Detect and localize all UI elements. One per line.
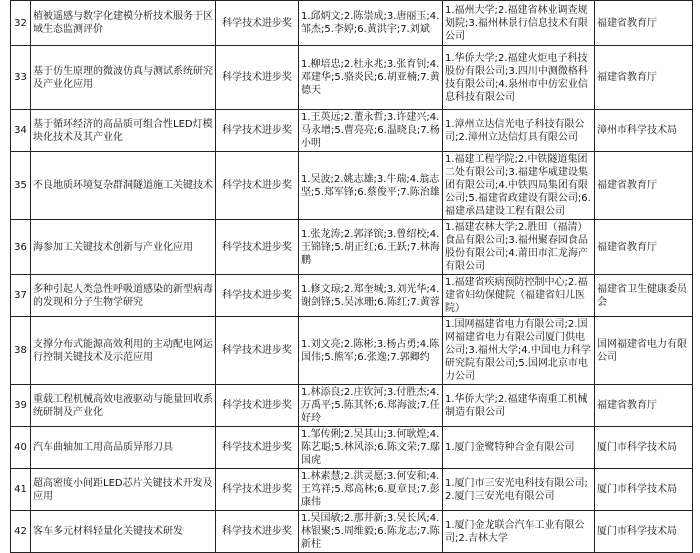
cell-nominator: 厦门市科学技术局 (595, 427, 693, 469)
cell-number: 39 (11, 385, 31, 427)
table-row (11, 317, 693, 385)
cell-people: 1.王英远;2.董永哲;3.许建兴;4.马永增;5.曹亮亮;6.温晓良;7.杨小明 (299, 110, 443, 152)
cell-people: 1.刘文亮;2.陈彬;3.杨占勇;4.陈国伟;5.熊军;6.张逸;7.郭卿约 (299, 317, 443, 385)
cell-nominator: 漳州市科学技术局 (595, 110, 693, 152)
cell-award: 科学技术进步奖 (216, 110, 299, 152)
cell-units: 1.厦门金龙联合汽车工业有限公司;2.吉林大学 (443, 511, 595, 553)
cell-people: 1.柳培忠;2.杜永兆;3.张育钊;4.邓建华;5.骆炎民;6.胡亚楠;7.黄德天 (299, 46, 443, 110)
cell-people: 1.吴波;2.姚志雄;3.牛瑞;4.翁志坚;5.郑军锋;6.蔡俊平;7.陈治雄 (299, 152, 443, 220)
cell-award: 科学技术进步奖 (216, 385, 299, 427)
cell-award: 科学技术进步奖 (216, 427, 299, 469)
cell-people: 1.张龙涛;2.郭泽镔;3.曾绍校;4.王锦锋;5.胡正红;6.王跃;7.林海鹏 (299, 220, 443, 275)
cell-nominator: 福建省教育厅 (595, 46, 693, 110)
table-body (11, 1, 693, 553)
cell-nominator: 福建省教育厅 (595, 152, 693, 220)
cell-number: 36 (11, 220, 31, 275)
cell-people: 1.林添良;2.庄钦河;3.付胜杰;4.万禹平;5.陈其怀;6.郑海波;7.任好玲 (299, 385, 443, 427)
cell-project: 基于循环经济的高品质可组合性LED灯模块化技术及其产业化 (31, 110, 216, 152)
cell-nominator: 福建省卫生健康委员会 (595, 275, 693, 317)
cell-project: 汽车曲轴加工用高品质异形刀具 (31, 427, 216, 469)
cell-people: 1.邹传俐;2.吴其山;3.何耿煌;4.陈艺聪;5.林风添;6.陈文荣;7.鄢国虎 (299, 427, 443, 469)
cell-project: 多种引起人类急性呼吸道感染的新型病毒的发现和分子生物学研究 (31, 275, 216, 317)
cell-units: 1.国网福建省电力有限公司;2.国网福建省电力有限公司厦门供电公司;3.福州大学;4.中国电力科学研究院有限公司;5.国网北京市电力公司 (443, 317, 595, 385)
cell-units: 1.厦门市三安光电科技有限公司;2.厦门三安光电有限公司 (443, 469, 595, 511)
cell-units: 1.福建农林大学;2.胜田（福清）食品有限公司;3.福州聚春园食品股份有限公司;4.莆田市汇龙海产有限公司 (443, 220, 595, 275)
table-row (11, 152, 693, 220)
cell-number: 41 (11, 469, 31, 511)
cell-nominator: 厦门市科学技术局 (595, 469, 693, 511)
cell-units: 1.厦门金鹭特种合金有限公司 (443, 427, 595, 469)
cell-nominator: 国网福建省电力有限公司 (595, 317, 693, 385)
cell-project: 超高密度小间距LED芯片关键技术开发及应用 (31, 469, 216, 511)
table-row (11, 275, 693, 317)
award-table (10, 0, 693, 553)
cell-nominator: 厦门市科学技术局 (595, 511, 693, 553)
cell-project: 基于仿生原理的微波仿真与测试系统研究及产业化应用 (31, 46, 216, 110)
cell-award: 科学技术进步奖 (216, 511, 299, 553)
table-row (11, 220, 693, 275)
cell-units: 1.华侨大学;2.福建华南重工机械制造有限公司 (443, 385, 595, 427)
cell-award: 科学技术进步奖 (216, 469, 299, 511)
cell-people: 1.林素慧;2.洪灵愿;3.何安和;4.王笃祥;5.郑高林;6.夏章艮;7.彭康伟 (299, 469, 443, 511)
cell-project: 重载工程机械高效电液驱动与能量回收系统研制及产业化 (31, 385, 216, 427)
cell-number: 37 (11, 275, 31, 317)
cell-project: 海参加工关键技术创新与产业化应用 (31, 220, 216, 275)
cell-award: 科学技术进步奖 (216, 220, 299, 275)
cell-award: 科学技术进步奖 (216, 152, 299, 220)
cell-number: 40 (11, 427, 31, 469)
table-row (11, 46, 693, 110)
cell-number: 33 (11, 46, 31, 110)
table-row (11, 385, 693, 427)
table-row (11, 1, 693, 46)
cell-nominator: 福建省教育厅 (595, 1, 693, 46)
cell-people: 1.吴国敏;2.那井新;3.吴长风;4.林银聚;5.周维毅;6.陈龙志;7.陈新柱 (299, 511, 443, 553)
table-row (11, 469, 693, 511)
table-row (11, 511, 693, 553)
cell-project: 植被遥感与数字化建模分析技术服务于区域生态监测评价 (31, 1, 216, 46)
table-row (11, 110, 693, 152)
cell-project: 支撑分布式能源高效利用的主动配电网运行控制关键技术及示范应用 (31, 317, 216, 385)
cell-number: 35 (11, 152, 31, 220)
cell-units: 1.福州大学;2.福建省林业调查规划院;3.福州林景行信息技术有限公司 (443, 1, 595, 46)
cell-number: 38 (11, 317, 31, 385)
cell-number: 32 (11, 1, 31, 46)
cell-nominator: 福建省教育厅 (595, 220, 693, 275)
cell-number: 42 (11, 511, 31, 553)
cell-people: 1.修文琼;2.郑奎城;3.刘光华;4.谢剑锋;5.吴冰珊;6.陈红;7.黄蓉 (299, 275, 443, 317)
cell-project: 客车多元材料轻量化关键技术研发 (31, 511, 216, 553)
table-row (11, 427, 693, 469)
cell-project: 不良地质环境复杂群洞隧道施工关键技术 (31, 152, 216, 220)
cell-award: 科学技术进步奖 (216, 275, 299, 317)
cell-people: 1.邱炳文;2.陈崇成;3.唐丽玉;4.邹杰;5.李婷;6.黄洪宇;7.刘斌 (299, 1, 443, 46)
cell-units: 1.华侨大学;2.福建火炬电子科技股份有限公司;3.四川中测微格科技有限公司;4.泉州市中仿宏业信息科技有限公司 (443, 46, 595, 110)
cell-award: 科学技术进步奖 (216, 317, 299, 385)
cell-units: 1.福建工程学院;2.中铁隧道集团二处有限公司;3.福建华威建设集团有限公司;4.中铁四局集团有限公司;5.福建省政建设有限公司;6.福建承昌建设工程有限公司 (443, 152, 595, 220)
cell-units: 1.福建省疾病预防控制中心;2.福建省妇幼保健院（福建省妇儿医院） (443, 275, 595, 317)
cell-number: 34 (11, 110, 31, 152)
cell-award: 科学技术进步奖 (216, 46, 299, 110)
cell-units: 1.漳州立达信光电子科技有限公司;2.漳州立达信灯具有限公司 (443, 110, 595, 152)
cell-award: 科学技术进步奖 (216, 1, 299, 46)
cell-nominator: 福建省教育厅 (595, 385, 693, 427)
